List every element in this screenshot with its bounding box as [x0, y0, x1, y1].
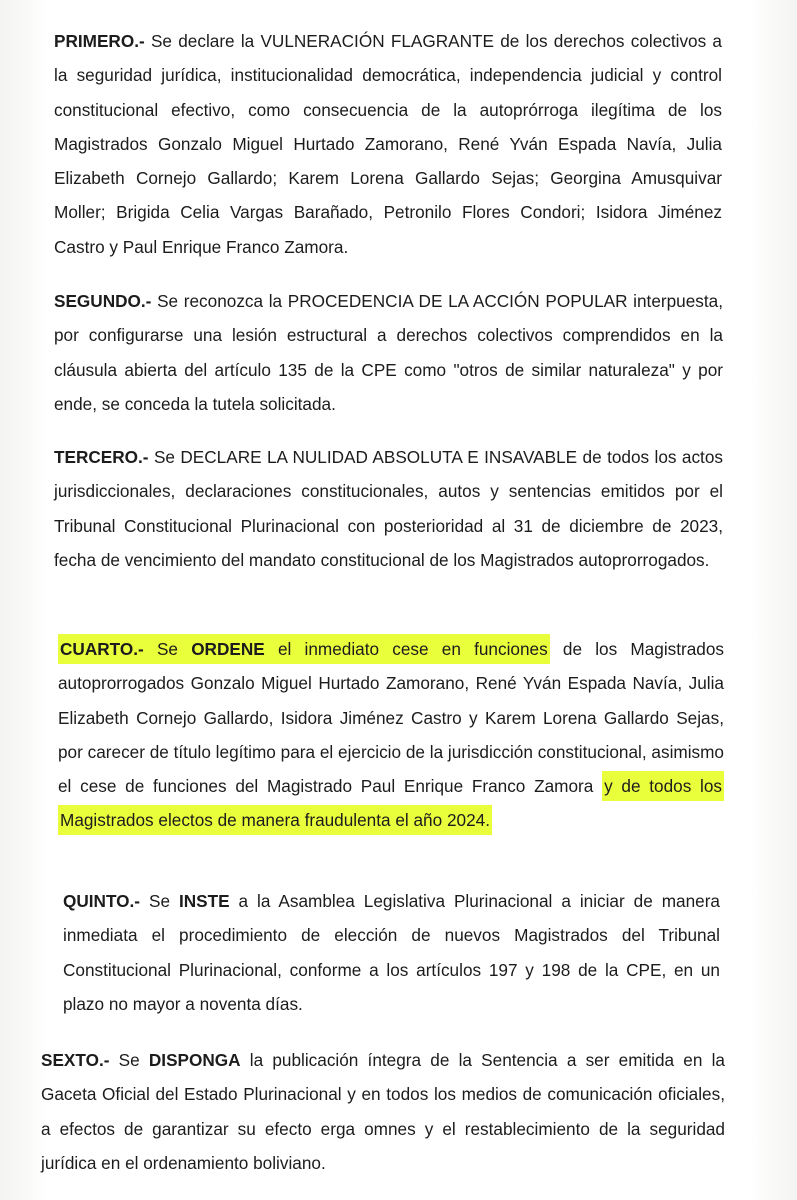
- heading-primero: PRIMERO.-: [54, 31, 145, 51]
- paragraph-text: Se: [148, 891, 171, 911]
- paragraph-sexto: [41, 1043, 725, 1180]
- keyword-ordene: ORDENE: [191, 639, 265, 659]
- heading-sexto: SEXTO.-: [41, 1050, 110, 1070]
- paragraph-cuarto: [58, 632, 724, 838]
- paragraph-text: Se declare la VULNERACIÓN FLAGRANTE de los derechos colectivos a la seguridad jurídica, institucionalidad democrática, independencia judicial y control constitucional efectivo, como consecuencia de la autoprórroga ilegítima de los Magistrados Gonzalo Miguel Hurtado Zamorano, René Yván Espada Navía, Julia Elizabeth Cornejo Gallardo; Karem Lorena Gallardo Sejas; Georgina Amusquivar Moller; Brigida Celia Vargas Barañado, Petronilo Flores Condori; Isidora Jiménez Castro y Paul Enrique Franco Zamora.: [54, 31, 722, 257]
- paragraph-text: Se reconozca la PROCEDENCIA DE LA ACCIÓN POPULAR interpuesta, por configurarse una lesión estructural a derechos colectivos comprendidos en la cláusula abierta del artículo 135 de la CPE como "otros de similar naturaleza" y por ende, se conceda la tutela solicitada.: [54, 291, 723, 414]
- heading-cuarto: CUARTO.-: [60, 639, 144, 659]
- paragraph-text: el inmediato cese en funciones: [277, 639, 548, 659]
- paragraph-primero: [54, 24, 722, 264]
- paragraph-text: Se: [156, 639, 178, 659]
- keyword-disponga: DISPONGA: [148, 1050, 241, 1070]
- paragraph-segundo: [54, 284, 723, 421]
- highlight-mark: [58, 634, 550, 664]
- paragraph-text: a la Asamblea Legislativa Plurinacional a iniciar de manera inmediata el procedimiento de elección de nuevos Magistrados del Tribunal Constitucional Plurinacional, conforme a los artículos 197 y 198 de la CPE, en un plazo no mayor a noventa días.: [63, 891, 720, 1014]
- paragraph-text: la publicación íntegra de la Sentencia a ser emitida en la Gaceta Oficial del Estado Plurinacional y en todos los medios de comunicación oficiales, a efectos de garantizar su efecto erga omnes y el restablecimiento de la seguridad jurídica en el ordenamiento boliviano.: [41, 1050, 725, 1173]
- paragraph-quinto: [63, 884, 720, 1021]
- highlight-mark: y de todos los Magistrados electos de manera fraudulenta el año 2024.: [58, 771, 724, 835]
- heading-tercero: TERCERO.-: [54, 447, 149, 467]
- keyword-inste: INSTE: [178, 891, 230, 911]
- paragraph-text: Se DECLARE LA NULIDAD ABSOLUTA E INSAVABLE de todos los actos jurisdiccionales, declaraciones constitucionales, autos y sentencias emitidos por el Tribunal Constitucional Plurinacional con posterioridad al 31 de diciembre de 2023, fecha de vencimiento del mandato constitucional de los Magistrados autoprorrogados.: [54, 447, 723, 570]
- heading-segundo: SEGUNDO.-: [54, 291, 152, 311]
- paragraph-text: Se: [118, 1050, 140, 1070]
- paragraph-text: de los Magistrados autoprorrogados Gonzalo Miguel Hurtado Zamorano, René Yván Espada Navía, Julia Elizabeth Cornejo Gallardo, Isidora Jiménez Castro y Karem Lorena Gallardo Sejas, por carecer de título legítimo para el ejercicio de la jurisdicción constitucional, asimismo el cese de funciones del Magistrado Paul Enrique Franco Zamora: [58, 639, 725, 797]
- heading-quinto: QUINTO.-: [63, 891, 141, 911]
- paragraph-tercero: [54, 440, 723, 577]
